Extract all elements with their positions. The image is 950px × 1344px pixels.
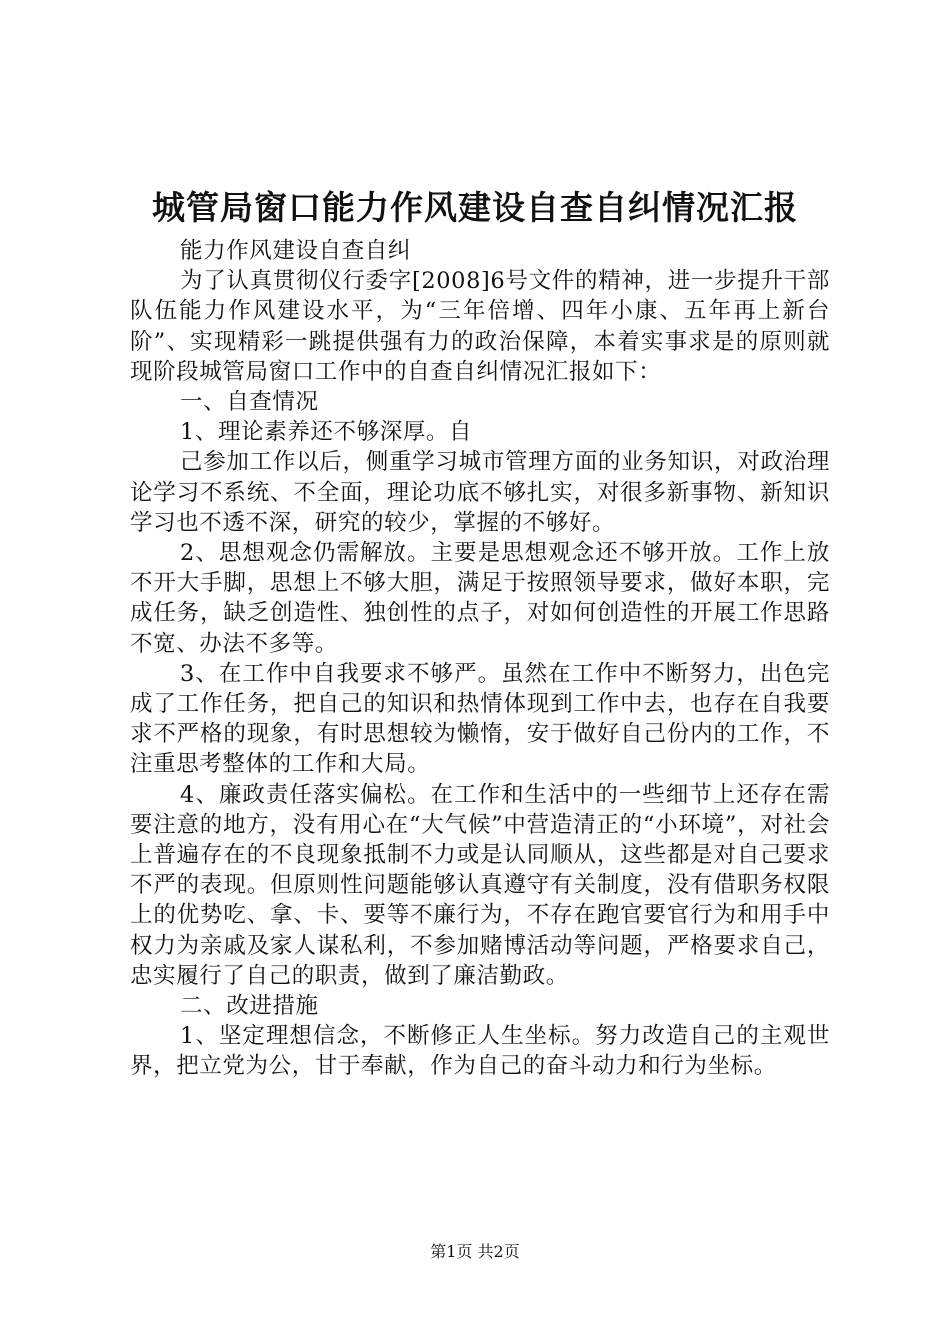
page-footer: 第1页 共2页 bbox=[430, 1242, 520, 1261]
paragraph-item-2: 2、思想观念仍需解放。主要是思想观念还不够开放。工作上放不开大手脚，思想上不够大胆，满足于按照领导要求，做好本职，完成任务，缺乏创造性、独创性的点子，对如何创造性的开展工作思路不宽、办法不多等。 bbox=[130, 540, 830, 657]
paragraph-item-1-body: 己参加工作以后，侧重学习城市管理方面的业务知识，对政治理论学习不系统、不全面，理论功底不够扎实，对很多新事物、新知识学习也不透不深，研究的较少，掌握的不够好。 bbox=[130, 449, 830, 536]
document-title: 城管局窗口能力作风建设自查自纠情况汇报 bbox=[152, 188, 798, 227]
document-body bbox=[130, 236, 830, 1082]
paragraph-item-3: 3、在工作中自我要求不够严。虽然在工作中不断努力，出色完成了工作任务，把自己的知识和热情体现到工作中去，也存在自我要求不严格的现象，有时思想较为懒惰，安于做好自己份内的工作，不注重思考整体的工作和大局。 bbox=[130, 660, 830, 778]
paragraph-intro: 为了认真贯彻仪行委字[2008]6号文件的精神，进一步提升干部队伍能力作风建设水平，为“三年倍增、四年小康、五年再上新台阶”、实现精彩一跳提供强有力的政治保障，本着实事求是的原则就现阶段城管局窗口工作中的自查自纠情况汇报如下： bbox=[130, 268, 830, 385]
paragraph-item-4: 4、廉政责任落实偏松。在工作和生活中的一些细节上还存在需要注意的地方，没有用心在“大气候”中营造清正的“小环境”，对社会上普遍存在的不良现象抵制不力或是认同顺从，这些都是对自己要求不严的表现。但原则性问题能够认真遵守有关制度，没有借职务权限上的优势吃、拿、卡、要等不廉行为，不存在跑官要官行为和用手中权力为亲戚及家人谋私利，不参加赌博活动等问题，严格要求自己，忠实履行了自己的职责，做到了廉洁勤政。 bbox=[130, 781, 830, 989]
paragraph-subtitle: 能力作风建设自查自纠 bbox=[180, 238, 412, 264]
section-heading-improvement: 二、改进措施 bbox=[180, 993, 319, 1020]
paragraph-measure-1: 1、坚定理想信念，不断修正人生坐标。努力改造自己的主观世界，把立党为公，甘于奉献，作为自己的奋斗动力和行为坐标。 bbox=[130, 1023, 830, 1080]
section-heading-self-check: 一、自查情况 bbox=[180, 389, 319, 416]
paragraph-item-1-heading: 1、理论素养还不够深厚。自 bbox=[180, 419, 473, 446]
